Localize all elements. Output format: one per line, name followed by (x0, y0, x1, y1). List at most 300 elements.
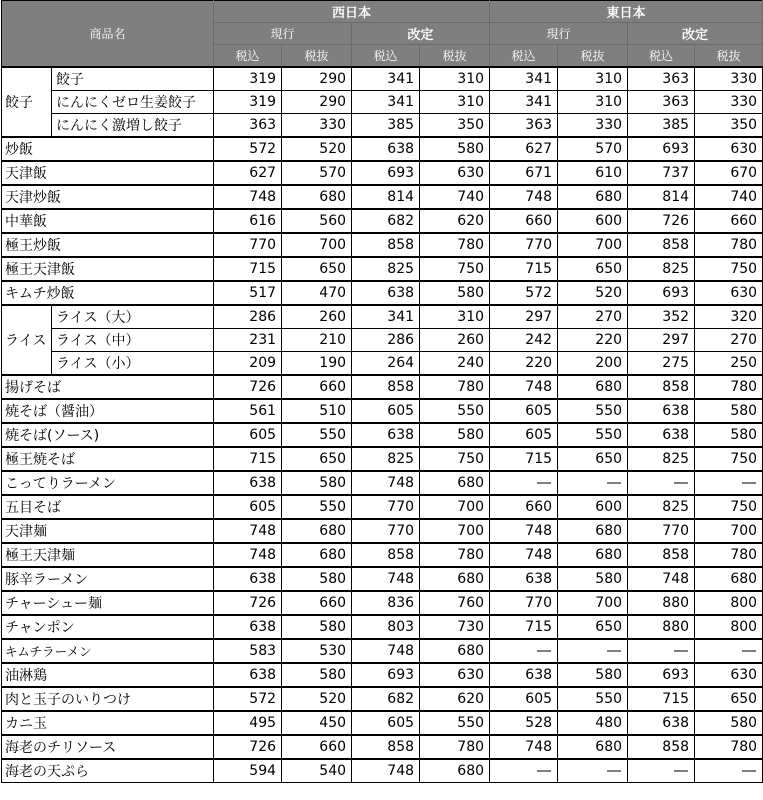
table-row (2, 447, 763, 471)
tax-ex-header: 税抜 (420, 45, 490, 68)
product-name-cell: 極王焼そば (2, 447, 214, 471)
price-cell: 620 (420, 687, 490, 711)
price-cell: 750 (695, 257, 763, 281)
east-japan-header: 東日本 (490, 1, 763, 23)
price-cell: 570 (558, 137, 628, 161)
price-cell: 780 (695, 233, 763, 257)
table-row (2, 591, 763, 615)
price-cell: 310 (558, 91, 628, 114)
table-row (2, 567, 763, 591)
price-cell: 319 (214, 91, 282, 114)
price-cell: 780 (420, 233, 490, 257)
price-cell: 580 (282, 615, 352, 639)
tax-in-header: 税込 (490, 45, 558, 68)
price-cell: 770 (214, 233, 282, 257)
product-name-cell: にんにくゼロ生姜餃子 (52, 91, 214, 114)
price-cell: 385 (352, 114, 420, 138)
table-row (2, 185, 763, 209)
price-cell: 605 (214, 495, 282, 519)
price-cell: 560 (282, 209, 352, 233)
price-cell: 726 (214, 591, 282, 615)
price-cell: 780 (695, 735, 763, 759)
price-cell: 858 (352, 233, 420, 257)
price-cell: 550 (282, 423, 352, 447)
price-cell: 660 (282, 735, 352, 759)
price-cell: 341 (352, 305, 420, 329)
table-row (2, 471, 763, 495)
price-cell: 836 (352, 591, 420, 615)
price-cell: 715 (214, 257, 282, 281)
price-cell: 715 (490, 257, 558, 281)
product-name-cell: 極王炒飯 (2, 233, 214, 257)
price-cell: 605 (214, 423, 282, 447)
price-cell: 520 (558, 281, 628, 305)
price-cell: 700 (695, 519, 763, 543)
price-cell: 620 (420, 209, 490, 233)
product-name-cell: ライス（小） (52, 352, 214, 376)
product-name-cell: 揚げそば (2, 375, 214, 399)
price-cell: 520 (282, 687, 352, 711)
price-cell: 605 (490, 399, 558, 423)
price-cell: 594 (214, 759, 282, 783)
price-cell: 550 (558, 687, 628, 711)
product-name-cell: 極王天津麺 (2, 543, 214, 567)
product-name-cell: 焼そば（醤油） (2, 399, 214, 423)
price-cell: 715 (490, 447, 558, 471)
price-cell: 605 (352, 399, 420, 423)
price-cell: ― (490, 471, 558, 495)
price-cell: 671 (490, 161, 558, 185)
category-cell: 餃子 (2, 67, 52, 137)
price-cell: 680 (558, 185, 628, 209)
product-name-header: 商品名 (2, 1, 214, 68)
price-cell: 209 (214, 352, 282, 376)
price-cell: 350 (695, 114, 763, 138)
price-cell: 680 (558, 735, 628, 759)
price-cell: 363 (490, 114, 558, 138)
price-cell: 550 (420, 711, 490, 735)
price-cell: 286 (352, 329, 420, 352)
product-name-cell: 五目そば (2, 495, 214, 519)
table-row (2, 352, 763, 376)
price-cell: 270 (558, 305, 628, 329)
price-cell: 540 (282, 759, 352, 783)
price-cell: 605 (490, 423, 558, 447)
west-revised-header: 改定 (352, 23, 490, 45)
product-name-cell: 焼そば(ソース) (2, 423, 214, 447)
price-cell: 858 (628, 735, 695, 759)
price-cell: 580 (282, 567, 352, 591)
price-cell: 190 (282, 352, 352, 376)
price-cell: 748 (214, 185, 282, 209)
price-cell: 385 (628, 114, 695, 138)
product-name-cell: ライス（大） (52, 305, 214, 329)
price-cell: ― (628, 471, 695, 495)
price-cell: 580 (282, 471, 352, 495)
price-cell: 650 (558, 257, 628, 281)
price-cell: 715 (214, 447, 282, 471)
price-cell: 858 (628, 375, 695, 399)
table-row (2, 209, 763, 233)
table-row (2, 495, 763, 519)
price-cell: 638 (214, 567, 282, 591)
price-cell: 638 (628, 423, 695, 447)
product-name-cell: 餃子 (52, 67, 214, 91)
price-cell: 580 (695, 399, 763, 423)
table-row (2, 137, 763, 161)
price-cell: 210 (282, 329, 352, 352)
price-cell: 572 (214, 137, 282, 161)
price-cell: 341 (352, 91, 420, 114)
price-cell: 650 (558, 447, 628, 471)
product-name-cell: 天津麺 (2, 519, 214, 543)
product-name-cell: 油淋鶏 (2, 663, 214, 687)
price-cell: 726 (214, 735, 282, 759)
product-name-cell: キムチ炒飯 (2, 281, 214, 305)
price-cell: 286 (214, 305, 282, 329)
price-cell: 650 (558, 615, 628, 639)
price-cell: 638 (214, 471, 282, 495)
product-name-cell: ライス（中） (52, 329, 214, 352)
price-cell: 880 (628, 615, 695, 639)
price-cell: 814 (352, 185, 420, 209)
price-cell: 680 (558, 375, 628, 399)
price-cell: 600 (558, 495, 628, 519)
price-cell: 680 (282, 519, 352, 543)
east-current-header: 現行 (490, 23, 628, 45)
price-cell: 800 (695, 615, 763, 639)
price-cell: 550 (282, 495, 352, 519)
product-name-cell: カニ玉 (2, 711, 214, 735)
price-cell: ― (695, 471, 763, 495)
price-cell: 693 (352, 663, 420, 687)
table-header (2, 1, 763, 68)
price-cell: 748 (490, 185, 558, 209)
price-cell: 825 (628, 447, 695, 471)
price-cell: 715 (490, 615, 558, 639)
price-cell: 760 (420, 591, 490, 615)
table-row (2, 305, 763, 329)
price-cell: 638 (628, 399, 695, 423)
price-cell: 748 (628, 567, 695, 591)
table-row (2, 257, 763, 281)
price-cell: ― (558, 471, 628, 495)
price-cell: 748 (352, 759, 420, 783)
price-cell: 700 (558, 233, 628, 257)
price-cell: 770 (628, 519, 695, 543)
price-cell: 330 (558, 114, 628, 138)
price-cell: 748 (214, 543, 282, 567)
price-cell: 310 (420, 305, 490, 329)
price-cell: 330 (282, 114, 352, 138)
price-cell: 242 (490, 329, 558, 352)
price-cell: 680 (558, 543, 628, 567)
tax-ex-header: 税抜 (558, 45, 628, 68)
price-cell: 341 (352, 67, 420, 91)
price-cell: 748 (490, 543, 558, 567)
price-cell: 363 (214, 114, 282, 138)
price-cell: 858 (628, 543, 695, 567)
price-cell: 470 (282, 281, 352, 305)
price-cell: 750 (695, 447, 763, 471)
price-cell: ― (628, 759, 695, 783)
price-cell: 800 (695, 591, 763, 615)
price-cell: 264 (352, 352, 420, 376)
price-cell: 650 (282, 257, 352, 281)
price-cell: 825 (628, 257, 695, 281)
price-cell: 616 (214, 209, 282, 233)
table-row (2, 161, 763, 185)
price-cell: 330 (695, 91, 763, 114)
price-cell: 680 (420, 471, 490, 495)
price-cell: 290 (282, 67, 352, 91)
price-cell: 700 (420, 519, 490, 543)
price-cell: 200 (558, 352, 628, 376)
table-row (2, 687, 763, 711)
price-cell: 660 (695, 209, 763, 233)
tax-ex-header: 税抜 (282, 45, 352, 68)
price-cell: 580 (420, 281, 490, 305)
price-cell: 260 (282, 305, 352, 329)
product-name-cell: 海老のチリソース (2, 735, 214, 759)
price-cell: 517 (214, 281, 282, 305)
table-row (2, 543, 763, 567)
price-cell: ― (558, 639, 628, 663)
price-cell: 630 (695, 137, 763, 161)
price-cell: 290 (282, 91, 352, 114)
table-row (2, 67, 763, 91)
price-cell: 680 (282, 543, 352, 567)
price-cell: 605 (490, 687, 558, 711)
east-revised-header: 改定 (628, 23, 763, 45)
category-cell: ライス (2, 305, 52, 375)
price-cell: 630 (420, 663, 490, 687)
price-cell: 858 (352, 375, 420, 399)
price-cell: 363 (628, 67, 695, 91)
price-cell: 330 (695, 67, 763, 91)
table-row (2, 281, 763, 305)
price-cell: 780 (420, 735, 490, 759)
price-cell: 583 (214, 639, 282, 663)
price-cell: 580 (695, 711, 763, 735)
price-cell: 240 (420, 352, 490, 376)
price-cell: 825 (628, 495, 695, 519)
price-cell: 780 (695, 543, 763, 567)
price-cell: 660 (490, 209, 558, 233)
price-cell: 682 (352, 687, 420, 711)
table-row (2, 329, 763, 352)
table-row (2, 114, 763, 138)
price-cell: 670 (695, 161, 763, 185)
price-cell: 682 (352, 209, 420, 233)
price-cell: 680 (420, 639, 490, 663)
table-row (2, 735, 763, 759)
price-cell: 638 (352, 423, 420, 447)
price-cell: 814 (628, 185, 695, 209)
price-cell: 693 (352, 161, 420, 185)
table-row (2, 375, 763, 399)
price-cell: 748 (352, 567, 420, 591)
product-name-cell: チャーシュー麺 (2, 591, 214, 615)
table-row (2, 519, 763, 543)
price-cell: 660 (282, 375, 352, 399)
price-cell: 319 (214, 67, 282, 91)
price-cell: 297 (628, 329, 695, 352)
price-cell: 341 (490, 67, 558, 91)
price-cell: 580 (420, 137, 490, 161)
price-cell: ― (490, 759, 558, 783)
price-cell: 770 (490, 233, 558, 257)
tax-in-header: 税込 (214, 45, 282, 68)
price-cell: 250 (695, 352, 763, 376)
price-cell: 750 (420, 257, 490, 281)
product-name-cell: にんにく激増し餃子 (52, 114, 214, 138)
price-cell: 693 (628, 663, 695, 687)
tax-in-header: 税込 (352, 45, 420, 68)
price-cell: 580 (420, 423, 490, 447)
price-cell: 320 (695, 305, 763, 329)
price-cell: 748 (352, 639, 420, 663)
price-cell: 700 (282, 233, 352, 257)
price-table (1, 0, 763, 783)
product-name-cell: 極王天津飯 (2, 257, 214, 281)
price-cell: 638 (490, 663, 558, 687)
price-cell: 495 (214, 711, 282, 735)
price-cell: 297 (490, 305, 558, 329)
price-cell: 726 (628, 209, 695, 233)
price-cell: 638 (628, 711, 695, 735)
price-cell: 270 (695, 329, 763, 352)
price-cell: ― (558, 759, 628, 783)
price-cell: 780 (695, 375, 763, 399)
price-cell: 580 (558, 567, 628, 591)
price-cell: 638 (214, 663, 282, 687)
price-cell: 480 (558, 711, 628, 735)
price-cell: 680 (282, 185, 352, 209)
price-cell: 638 (214, 615, 282, 639)
price-cell: 770 (352, 519, 420, 543)
table-row (2, 711, 763, 735)
price-cell: 748 (352, 471, 420, 495)
price-cell: 748 (490, 735, 558, 759)
price-cell: 572 (490, 281, 558, 305)
price-cell: 550 (558, 423, 628, 447)
west-current-header: 現行 (214, 23, 352, 45)
price-cell: 740 (420, 185, 490, 209)
price-cell: 660 (282, 591, 352, 615)
price-cell: 580 (558, 663, 628, 687)
price-cell: 231 (214, 329, 282, 352)
price-cell: 275 (628, 352, 695, 376)
product-name-cell: 天津炒飯 (2, 185, 214, 209)
price-cell: 572 (214, 687, 282, 711)
price-cell: 825 (352, 447, 420, 471)
price-cell: 550 (558, 399, 628, 423)
price-cell: 310 (420, 67, 490, 91)
price-cell: 726 (214, 375, 282, 399)
price-cell: 450 (282, 711, 352, 735)
product-name-cell: チャンポン (2, 615, 214, 639)
price-cell: 680 (420, 567, 490, 591)
price-cell: 528 (490, 711, 558, 735)
table-row (2, 759, 763, 783)
product-name-cell: こってりラーメン (2, 471, 214, 495)
price-cell: 780 (420, 375, 490, 399)
price-cell: 220 (490, 352, 558, 376)
price-cell: 630 (695, 281, 763, 305)
price-cell: 630 (420, 161, 490, 185)
table-row (2, 639, 763, 663)
price-cell: 680 (558, 519, 628, 543)
product-name-cell: 豚辛ラーメン (2, 567, 214, 591)
price-cell: 310 (558, 67, 628, 91)
price-cell: ― (490, 639, 558, 663)
price-cell: 352 (628, 305, 695, 329)
price-cell: 750 (420, 447, 490, 471)
price-cell: 650 (282, 447, 352, 471)
price-cell: 858 (352, 543, 420, 567)
table-row (2, 233, 763, 257)
price-cell: 220 (558, 329, 628, 352)
price-cell: 363 (628, 91, 695, 114)
price-cell: 310 (420, 91, 490, 114)
price-cell: 650 (695, 687, 763, 711)
price-cell: 580 (282, 663, 352, 687)
price-cell: 260 (420, 329, 490, 352)
product-name-cell: 海老の天ぷら (2, 759, 214, 783)
price-cell: 627 (490, 137, 558, 161)
price-cell: 700 (420, 495, 490, 519)
tax-ex-header: 税抜 (695, 45, 763, 68)
product-name-cell: 肉と玉子のいりつけ (2, 687, 214, 711)
price-cell: 550 (420, 399, 490, 423)
table-body (2, 67, 763, 783)
product-name-cell: 炒飯 (2, 137, 214, 161)
price-cell: 627 (214, 161, 282, 185)
price-cell: 715 (628, 687, 695, 711)
price-cell: 770 (352, 495, 420, 519)
price-cell: 530 (282, 639, 352, 663)
price-cell: 680 (695, 567, 763, 591)
price-cell: 748 (490, 519, 558, 543)
price-cell: 638 (352, 281, 420, 305)
price-cell: 730 (420, 615, 490, 639)
table-row (2, 663, 763, 687)
price-cell: ― (695, 759, 763, 783)
price-cell: ― (695, 639, 763, 663)
price-cell: 580 (695, 423, 763, 447)
price-cell: 750 (695, 495, 763, 519)
price-cell: 520 (282, 137, 352, 161)
table-row (2, 423, 763, 447)
table-row (2, 91, 763, 114)
price-cell: 610 (558, 161, 628, 185)
price-cell: 880 (628, 591, 695, 615)
price-cell: 680 (420, 759, 490, 783)
price-cell: 570 (282, 161, 352, 185)
price-cell: 660 (490, 495, 558, 519)
price-cell: 638 (490, 567, 558, 591)
west-japan-header: 西日本 (214, 1, 490, 23)
price-cell: 770 (490, 591, 558, 615)
price-cell: 748 (214, 519, 282, 543)
price-cell: 605 (352, 711, 420, 735)
price-cell: 737 (628, 161, 695, 185)
price-cell: 858 (352, 735, 420, 759)
price-cell: 803 (352, 615, 420, 639)
price-cell: 638 (352, 137, 420, 161)
price-cell: 693 (628, 281, 695, 305)
